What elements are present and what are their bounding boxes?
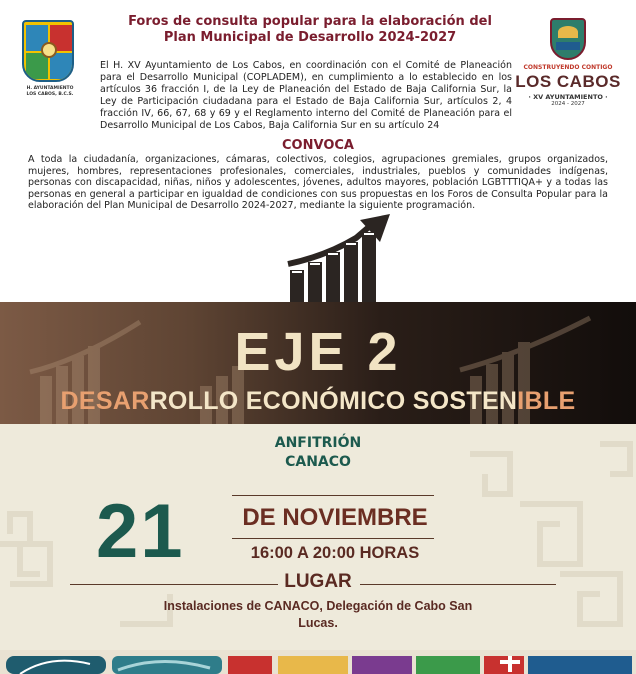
place-label: LUGAR [284, 571, 352, 592]
crest-caption: H. AYUNTAMIENTO LOS CABOS, B.C.S. [26, 86, 74, 97]
los-cabos-logo [508, 18, 628, 110]
page-title: Foros de consulta popular para la elaboración del Plan Municipal de Desarrollo 2024-2027 [128, 14, 492, 45]
event-month: DE NOVIEMBRE [242, 504, 428, 531]
divider [232, 495, 434, 496]
event-venue: Instalaciones de CANACO, Delegación de Cabo San Lucas. [163, 599, 473, 630]
intro-paragraph: El H. XV Ayuntamiento de Los Cabos, en coordinación con el Comité de Planeación para el Desarrollo Municipal (COPLADEM), en cumplimiento a lo establecido en los artículos 36 fracción I, de la Ley de Planeación del Estado de Baja California Sur, la Ley de Participación ciudadana para el Estado de Baja California Sur, artículos 2, 4 fracción IV, 66, 67, 68 y 69 y el Reglamento interno del Comité de Planeación para el Desarrollo Municipal de Los Cabos, Baja California Sur en su artículo 24 [100, 60, 512, 131]
host-block [0, 434, 636, 472]
divider [360, 584, 556, 585]
eje-title: DESARROLLO ECONÓMICO SOSTENIBLE [60, 387, 576, 415]
logo-tagline: CONSTRUYENDO CONTIGO [523, 64, 613, 71]
event-day: 21 [96, 489, 185, 574]
logo-years: 2024 - 2027 [551, 101, 585, 107]
municipal-crest-icon [22, 20, 74, 82]
decorative-art-strip [0, 650, 636, 674]
convoca-paragraph: A toda la ciudadanía, organizaciones, cámaras, colectivos, colegios, agrupaciones gremiales, grupos organizados, mujeres, hombres, representaciones profesionales, comerciales, industriales, pueblos y comunidades indígenas, personas con discapacidad, niñas, niños y adolescentes, jóvenes, adultos mayores, población LGBTTTIQA+ y a todas las personas en general a participar en igualdad de condiciones con sus propuestas en los Foros de Consulta Popular para la elaboración del Plan Municipal de Desarrollo 2024-2027, mediante la siguiente programación. [28, 154, 608, 212]
logo-name: LOS CABOS [515, 72, 621, 91]
logo-subtitle: · XV AYUNTAMIENTO · [528, 93, 608, 101]
shield-icon [550, 18, 586, 60]
event-details-section [0, 424, 636, 650]
host-name: CANACO [285, 454, 351, 470]
convoca-heading: CONVOCA [282, 138, 354, 153]
growth-arrow-icon [286, 212, 396, 304]
host-label: ANFITRIÓN [274, 435, 362, 451]
eje-banner [0, 302, 636, 424]
eje-label: EJE 2 [234, 322, 402, 382]
event-hours: 16:00 A 20:00 HORAS [250, 544, 420, 562]
divider [232, 538, 434, 539]
